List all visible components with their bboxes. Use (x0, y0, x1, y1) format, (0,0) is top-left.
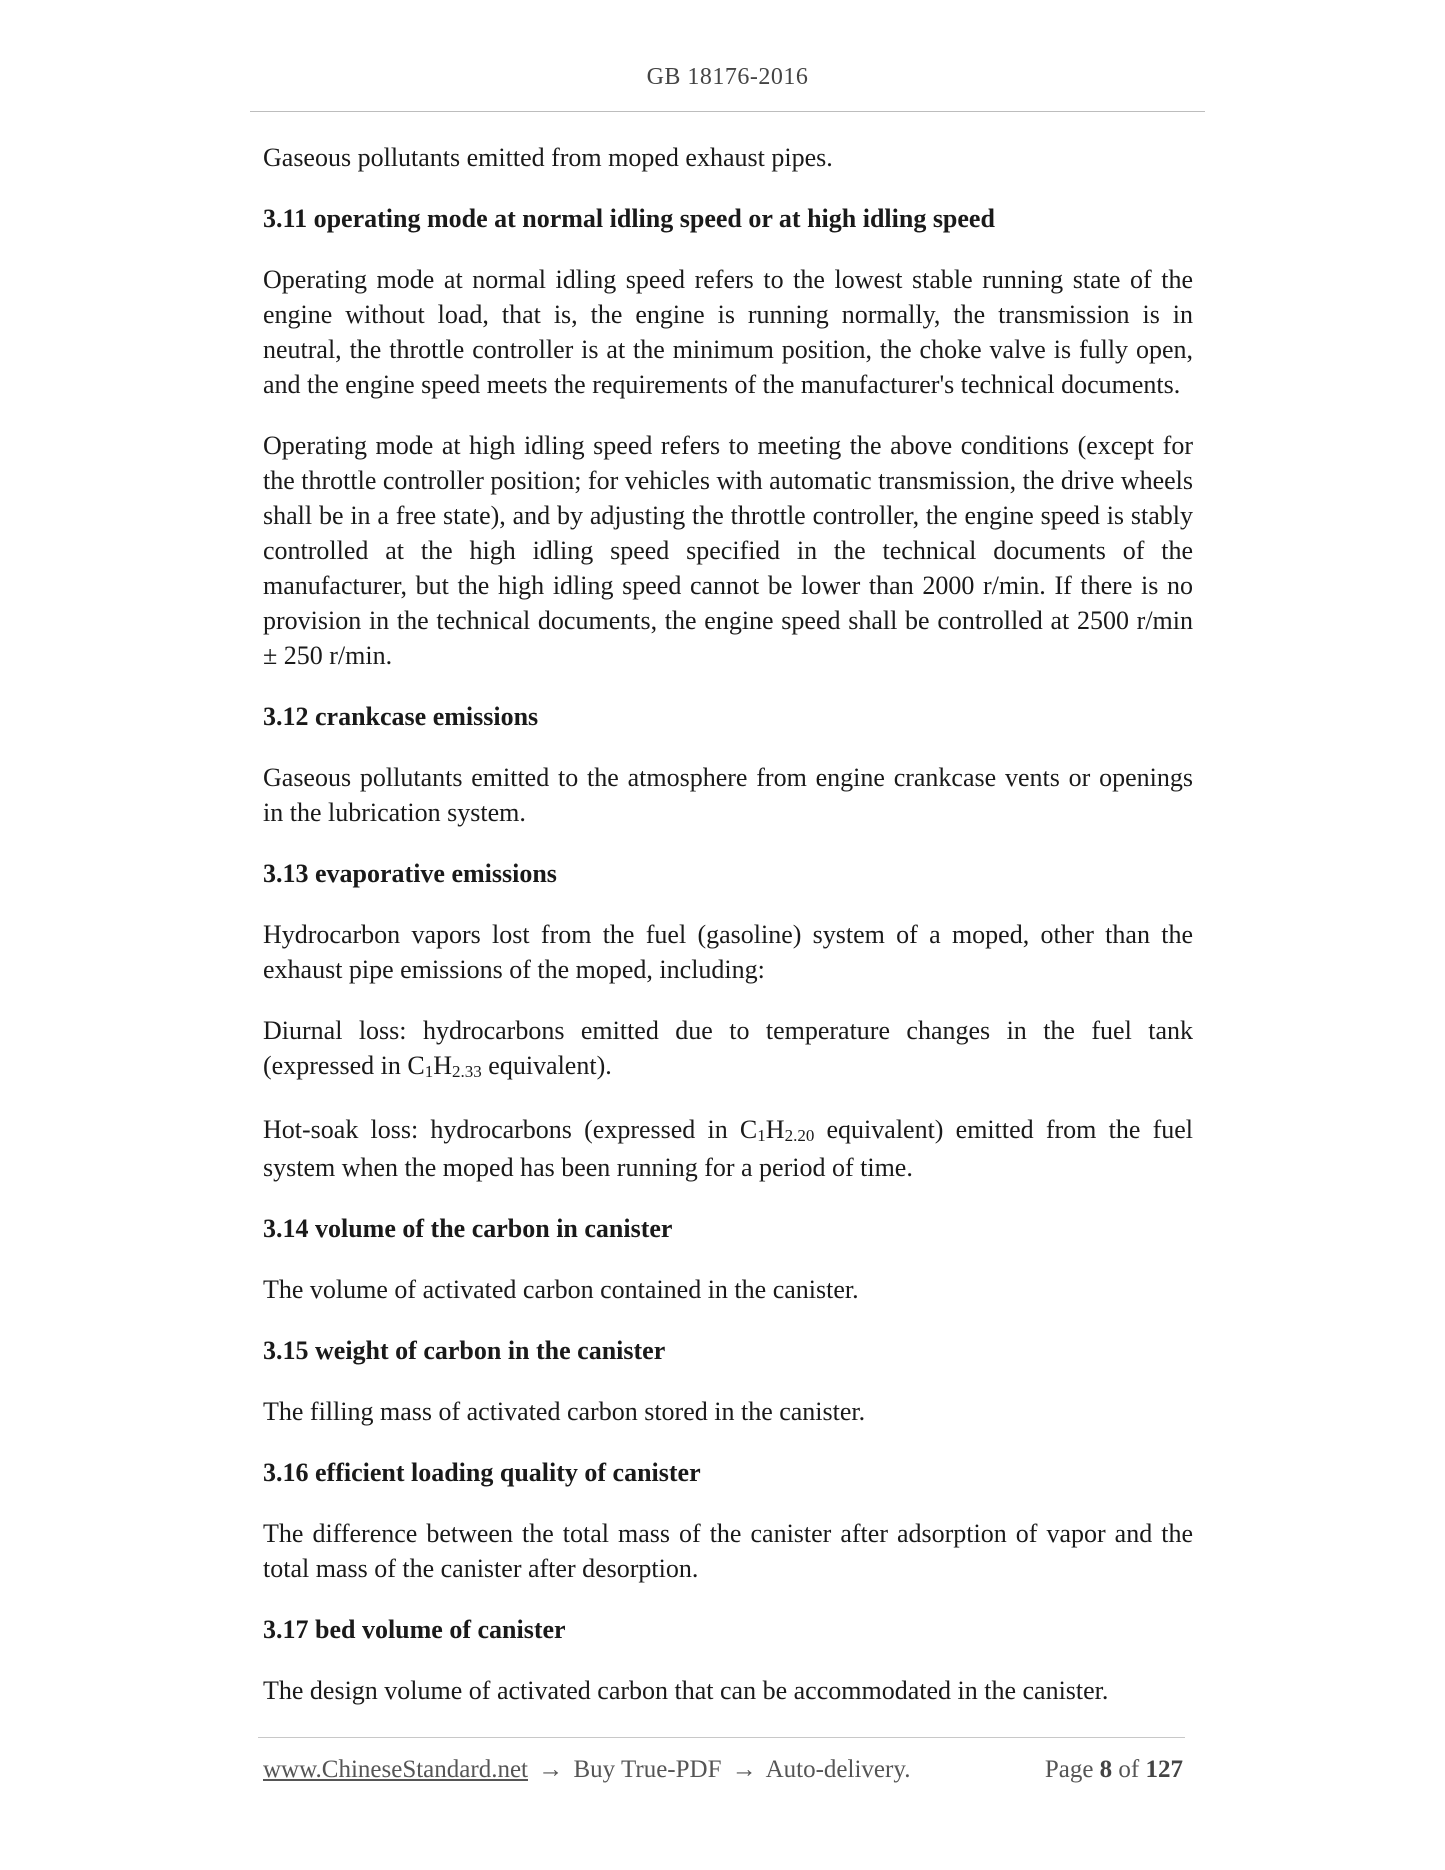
page-label: Page (1044, 1756, 1094, 1783)
page-indicator (1045, 1756, 1183, 1784)
hot-soak-loss-paragraph (263, 1112, 1193, 1185)
current-page-number: 8 (1099, 1756, 1113, 1783)
diurnal-text-post: equivalent). (481, 1051, 612, 1080)
diurnal-subscript-1: 1 (424, 1062, 434, 1081)
arrow-right-icon: → (538, 1756, 564, 1783)
of-label: of (1118, 1756, 1140, 1783)
footer-links (263, 1756, 910, 1784)
diurnal-subscript-2: 2.33 (452, 1062, 482, 1081)
document-footer (263, 1756, 1183, 1788)
intro-paragraph: Gaseous pollutants emitted from moped exhaust pipes. (263, 143, 833, 172)
arrow-right-icon: → (731, 1756, 757, 1783)
section-3-16-paragraph: The difference between the total mass of the canister after adsorption of vapor and the total mass of the canister after desorption. (263, 1519, 1193, 1583)
auto-delivery-text: Auto-delivery. (765, 1756, 911, 1783)
hotsoak-text-post: equivalent) emitted from the fuel system when the moped has been running for a period of time. (263, 1115, 1193, 1182)
diurnal-loss-paragraph (263, 1013, 1193, 1086)
hotsoak-text-pre: Hot-soak loss: hydrocarbons (expressed in C (263, 1115, 758, 1144)
buy-pdf-text: Buy True-PDF (573, 1756, 722, 1783)
section-3-17-paragraph: The design volume of activated carbon that can be accommodated in the canister. (263, 1676, 1109, 1705)
section-3-13-paragraph: Hydrocarbon vapors lost from the fuel (gasoline) system of a moped, other than the exhaust pipe emissions of the moped, including: (263, 920, 1193, 984)
section-3-11-paragraph-2: Operating mode at high idling speed refers to meeting the above conditions (except for the throttle controller position; for vehicles with automatic transmission, the drive wheels shall be in a free state), and by adjusting the throttle controller, the engine speed is stably controlled at the high idling speed specified in the technical documents of the manufacturer, but the high idling speed cannot be lower than 2000 r/min. If there is no provision in the technical documents, the engine speed shall be controlled at 2500 r/min ± 250 r/min. (263, 431, 1194, 670)
section-3-16-heading: 3.16 efficient loading quality of canister (263, 1458, 701, 1487)
section-3-11-paragraph-1: Operating mode at normal idling speed refers to the lowest stable running state of the engine without load, that is, the engine is running normally, the transmission is in neutral, the throttle controller is at the minimum position, the choke valve is fully open, and the engine speed meets the requirements of the manufacturer's technical documents. (263, 265, 1193, 399)
section-3-14-heading: 3.14 volume of the carbon in canister (263, 1214, 673, 1243)
section-3-13-heading: 3.13 evaporative emissions (263, 859, 557, 888)
diurnal-text-pre: Diurnal loss: hydrocarbons emitted due to temperature changes in the fuel tank (expressed in C (263, 1016, 1193, 1080)
hotsoak-subscript-1: 1 (757, 1126, 766, 1145)
document-body (263, 140, 1193, 1734)
document-header: GB 18176-2016 (646, 64, 809, 90)
section-3-12-paragraph: Gaseous pollutants emitted to the atmosphere from engine crankcase vents or openings in the lubrication system. (263, 763, 1193, 827)
total-pages-number: 127 (1145, 1756, 1183, 1783)
section-3-15-paragraph: The filling mass of activated carbon stored in the canister. (263, 1397, 866, 1426)
diurnal-text-mid: H (433, 1051, 453, 1080)
website-link[interactable]: www.ChineseStandard.net (263, 1756, 528, 1783)
hotsoak-subscript-2: 2.20 (784, 1126, 815, 1145)
section-3-17-heading: 3.17 bed volume of canister (263, 1615, 566, 1644)
header-divider (250, 111, 1205, 112)
hotsoak-text-mid: H (765, 1115, 785, 1144)
footer-divider (258, 1737, 1185, 1738)
section-3-12-heading: 3.12 crankcase emissions (263, 702, 539, 731)
section-3-14-paragraph: The volume of activated carbon contained in the canister. (263, 1275, 859, 1304)
section-3-11-heading: 3.11 operating mode at normal idling speed or at high idling speed (263, 204, 995, 233)
section-3-15-heading: 3.15 weight of carbon in the canister (263, 1336, 666, 1365)
